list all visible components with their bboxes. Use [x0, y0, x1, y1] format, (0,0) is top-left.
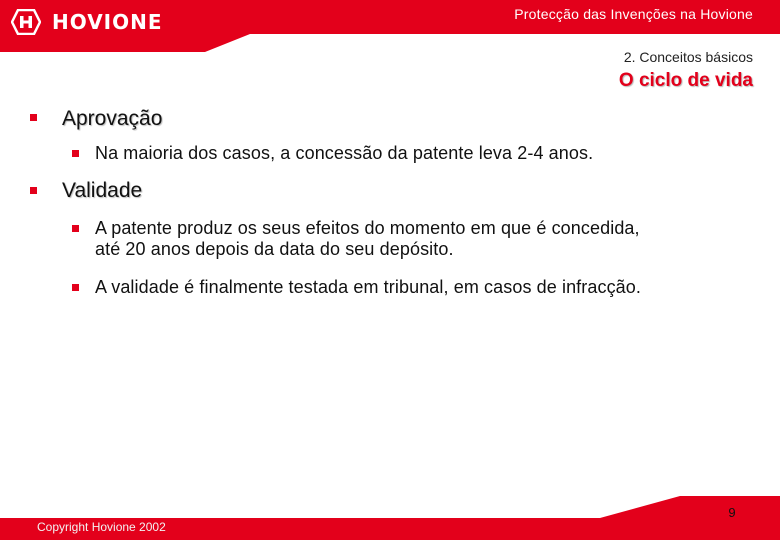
presentation-title: Protecção das Invenções na Hovione: [514, 6, 753, 22]
list-item-line: A patente produz os seus efeitos do momento em que é concedida,: [95, 218, 640, 238]
heading-aprovacao: Aprovação: [62, 107, 163, 130]
sub-bullet-icon: [72, 284, 79, 291]
heading-validade: Validade: [62, 179, 143, 202]
sub-bullet-icon: [72, 150, 79, 157]
sub-bullet-icon: [72, 225, 79, 232]
section-label: 2. Conceitos básicos: [623, 49, 753, 65]
header-band: [0, 0, 780, 56]
list-item: A validade é finalmente testada em tribunal, em casos de infracção.: [95, 277, 642, 297]
bullet-icon: [30, 187, 37, 194]
hovione-h-logo-icon: [11, 9, 41, 35]
list-item-line: até 20 anos depois da data do seu depósito.: [95, 239, 454, 259]
logo-text: HOVIONE: [52, 10, 163, 34]
copyright-text: Copyright Hovione 2002: [37, 520, 166, 534]
slide-title: O ciclo de vida: [618, 70, 753, 91]
page-number: 9: [728, 505, 736, 520]
bullet-icon: [30, 114, 37, 121]
list-item: Na maioria dos casos, a concessão da patente leva 2-4 anos.: [95, 143, 594, 163]
